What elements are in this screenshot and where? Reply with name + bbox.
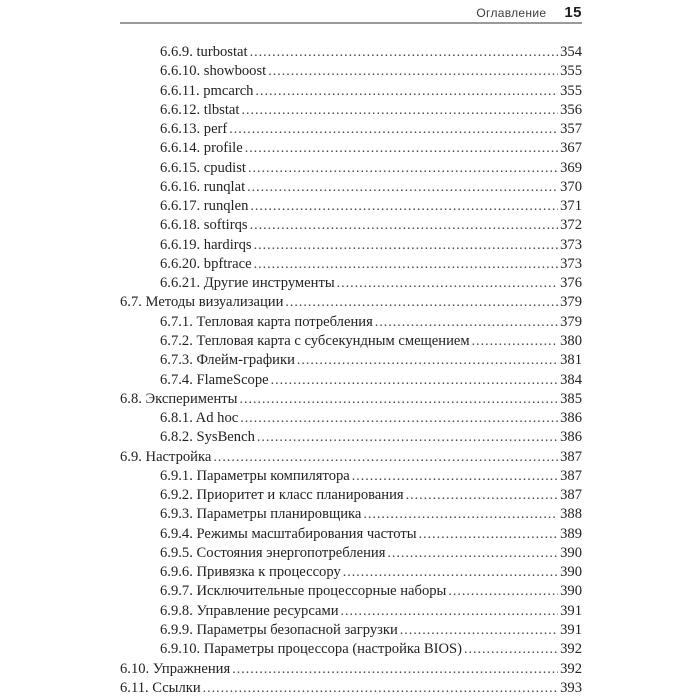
page-number: 15	[564, 4, 582, 21]
toc-entry-page: 390	[560, 564, 582, 581]
toc-entry	[120, 391, 582, 410]
toc-entry-page: 370	[560, 178, 582, 195]
dot-leader	[245, 140, 558, 157]
running-head-title: Оглавление	[476, 6, 547, 20]
toc-entry-page: 354	[560, 44, 582, 60]
dot-leader	[250, 44, 559, 61]
toc-entry-page: 389	[560, 525, 582, 542]
toc-entry	[120, 372, 582, 391]
toc-entry-page: 356	[560, 101, 582, 118]
toc-entry-page: 390	[560, 544, 582, 561]
toc-entry-label: 6.6.15. cpudist	[160, 159, 246, 176]
toc-entry-label: 6.9.3. Параметры планировщика	[160, 506, 362, 523]
toc-entry-page: 379	[560, 294, 582, 311]
toc-entry-page: 391	[560, 602, 582, 619]
dot-leader	[285, 294, 558, 311]
toc-entry	[120, 140, 582, 159]
dot-leader	[375, 314, 558, 331]
toc-entry	[120, 121, 582, 140]
toc-entry	[120, 83, 582, 102]
dot-leader	[297, 352, 558, 369]
toc-entry-label: 6.7. Методы визуализации	[120, 294, 284, 311]
dot-leader	[387, 545, 558, 562]
toc-entry-label: 6.11. Ссылки	[120, 679, 201, 696]
dot-leader	[472, 333, 559, 350]
dot-leader	[341, 603, 559, 620]
toc-entry-label: 6.6.13. perf	[160, 121, 228, 138]
toc-list	[120, 44, 582, 699]
toc-entry-page: 357	[560, 121, 582, 138]
toc-entry	[120, 641, 582, 660]
toc-entry-page: 387	[560, 448, 582, 465]
toc-entry	[120, 449, 582, 468]
toc-entry-page: 393	[560, 679, 582, 696]
toc-entry	[120, 661, 582, 680]
toc-entry	[120, 583, 582, 602]
toc-entry-label: 6.6.17. runqlen	[160, 198, 249, 215]
toc-entry-label: 6.7.4. FlameScope	[160, 371, 269, 388]
toc-entry	[120, 526, 582, 545]
toc-entry-page: 380	[560, 332, 582, 349]
toc-entry-page: 387	[560, 467, 582, 484]
page-content-column	[120, 0, 582, 699]
dot-leader	[268, 63, 558, 80]
toc-entry-page: 392	[560, 641, 582, 658]
toc-entry-label: 6.6.20. bpftrace	[160, 255, 252, 272]
dot-leader	[337, 275, 558, 292]
page-header	[120, 0, 582, 22]
toc-entry	[120, 622, 582, 641]
dot-leader	[363, 506, 558, 523]
toc-entry	[120, 429, 582, 448]
toc-entry-page: 391	[560, 621, 582, 638]
toc-entry-label: 6.6.19. hardirqs	[160, 236, 252, 253]
dot-leader	[352, 468, 558, 485]
toc-entry-label: 6.6.14. profile	[160, 140, 243, 157]
toc-entry-label: 6.6.12. tlbstat	[160, 101, 240, 118]
toc-entry-label: 6.6.21. Другие инструменты	[160, 275, 335, 292]
toc-entry-label: 6.6.16. runqlat	[160, 178, 246, 195]
toc-entry-label: 6.9.8. Управление ресурсами	[160, 602, 339, 619]
toc-entry	[120, 63, 582, 82]
dot-leader	[400, 622, 558, 639]
toc-entry-page: 385	[560, 390, 582, 407]
toc-entry-label: 6.10. Упражнения	[120, 660, 231, 677]
toc-entry	[120, 314, 582, 333]
toc-entry	[120, 160, 582, 179]
toc-entry-page: 381	[560, 352, 582, 369]
dot-leader	[241, 102, 558, 119]
toc-entry-page: 371	[560, 198, 582, 215]
toc-entry-page: 392	[560, 660, 582, 677]
toc-entry-label: 6.8.2. SysBench	[160, 429, 255, 446]
toc-entry	[120, 179, 582, 198]
toc-entry-label: 6.9. Настройка	[120, 448, 212, 465]
dot-leader	[247, 179, 558, 196]
toc-entry-label: 6.9.4. Режимы масштабирования частоты	[160, 525, 417, 542]
toc-entry-page: 384	[560, 371, 582, 388]
dot-leader	[250, 217, 559, 234]
toc-entry-label: 6.7.2. Тепловая карта с субсекундным смещением	[160, 332, 470, 349]
toc-entry-page: 372	[560, 217, 582, 234]
toc-entry	[120, 468, 582, 487]
dot-leader	[419, 526, 559, 543]
toc-entry-page: 355	[560, 63, 582, 80]
dot-leader	[232, 661, 558, 678]
toc-entry-page: 386	[560, 410, 582, 427]
toc-entry-page: 373	[560, 236, 582, 253]
dot-leader	[248, 160, 558, 177]
toc-entry-page: 367	[560, 140, 582, 157]
toc-entry	[120, 44, 582, 63]
toc-entry-label: 6.6.18. softirqs	[160, 217, 248, 234]
header-rule	[120, 22, 582, 24]
toc-entry	[120, 352, 582, 371]
toc-entry-label: 6.9.9. Параметры безопасной загрузки	[160, 621, 398, 638]
toc-entry-label: 6.9.7. Исключительные процессорные наборы	[160, 583, 447, 600]
toc-entry-page: 386	[560, 429, 582, 446]
toc-entry-label: 6.6.10. showboost	[160, 63, 267, 80]
dot-leader	[255, 83, 558, 100]
toc-entry-label: 6.7.1. Тепловая карта потребления	[160, 313, 373, 330]
dot-leader	[343, 564, 558, 581]
toc-entry-label: 6.6.11. pmcarch	[160, 82, 254, 99]
dot-leader	[239, 391, 558, 408]
toc-entry	[120, 275, 582, 294]
toc-entry-label: 6.7.3. Флейм-графики	[160, 352, 295, 369]
dot-leader	[254, 256, 559, 273]
toc-entry-label: 6.9.1. Параметры компилятора	[160, 467, 350, 484]
dot-leader	[254, 237, 559, 254]
toc-entry	[120, 294, 582, 313]
toc-entry-label: 6.9.6. Привязка к процессору	[160, 564, 341, 581]
toc-entry	[120, 603, 582, 622]
toc-entry	[120, 237, 582, 256]
toc-entry	[120, 333, 582, 352]
toc-entry-page: 373	[560, 255, 582, 272]
toc-entry-page: 387	[560, 487, 582, 504]
toc-entry	[120, 487, 582, 506]
dot-leader	[406, 487, 558, 504]
toc-entry	[120, 102, 582, 121]
toc-entry	[120, 545, 582, 564]
toc-entry	[120, 564, 582, 583]
toc-entry	[120, 506, 582, 525]
toc-entry	[120, 256, 582, 275]
dot-leader	[448, 583, 558, 600]
dot-leader	[229, 121, 558, 138]
toc-entry-label: 6.9.10. Параметры процессора (настройка BIOS)	[160, 641, 463, 658]
toc-entry	[120, 680, 582, 699]
toc-entry-label: 6.8.1. Ad hoc	[160, 410, 239, 427]
dot-leader	[257, 429, 558, 446]
toc-entry-page: 355	[560, 82, 582, 99]
dot-leader	[250, 198, 558, 215]
dot-leader	[213, 449, 558, 466]
toc-entry	[120, 217, 582, 236]
toc-entry-page: 379	[560, 313, 582, 330]
toc-entry-label: 6.6.9. turbostat	[160, 44, 248, 60]
toc-entry	[120, 410, 582, 429]
toc-entry-page: 376	[560, 275, 582, 292]
toc-entry-page: 390	[560, 583, 582, 600]
toc-entry-label: 6.9.5. Состояния энергопотребления	[160, 544, 386, 561]
toc-entry-page: 369	[560, 159, 582, 176]
toc-entry-page: 388	[560, 506, 582, 523]
dot-leader	[464, 641, 558, 658]
toc-entry-label: 6.8. Эксперименты	[120, 390, 238, 407]
toc-entry-label: 6.9.2. Приоритет и класс планирования	[160, 487, 404, 504]
dot-leader	[240, 410, 558, 427]
dot-leader	[203, 680, 558, 697]
dot-leader	[271, 372, 558, 389]
toc-entry	[120, 198, 582, 217]
